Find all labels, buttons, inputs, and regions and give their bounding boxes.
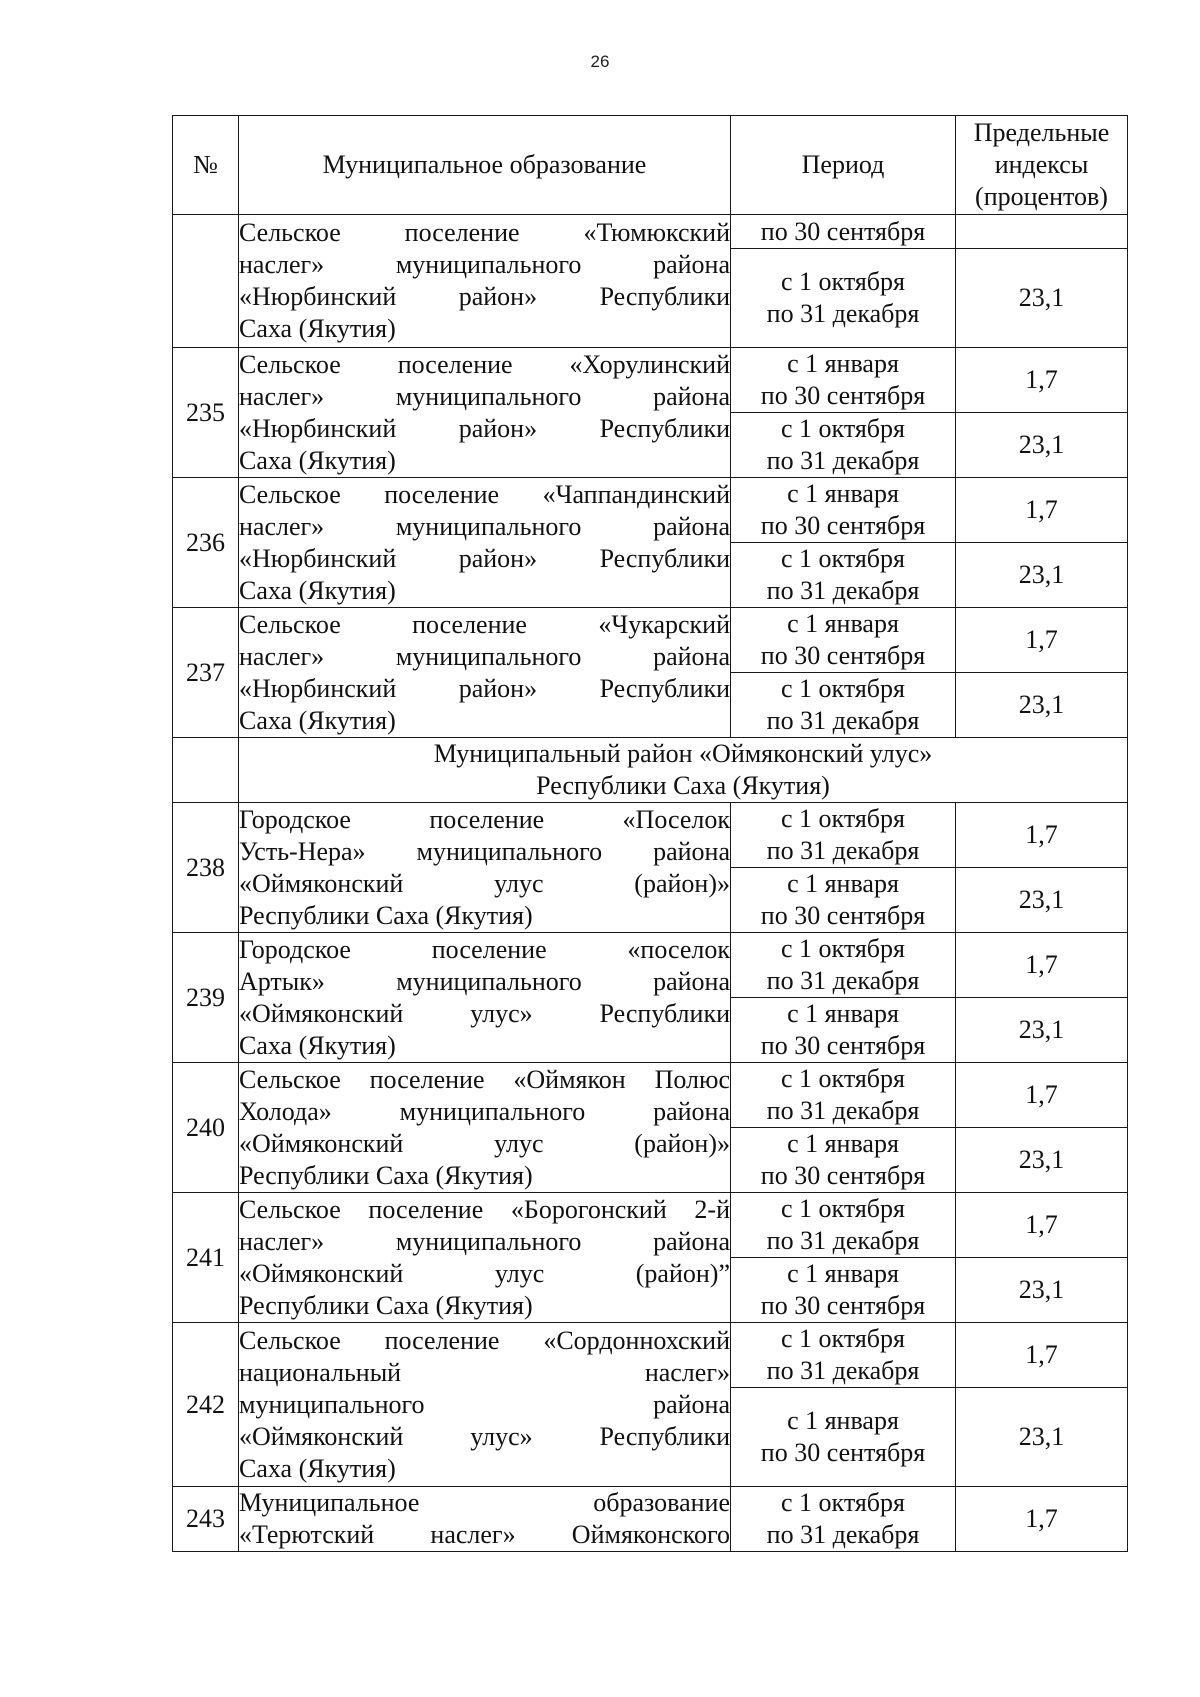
row-municipality	[239, 1063, 731, 1193]
period-to: по 31 декабря	[766, 836, 920, 865]
period-from: с 1 января	[787, 609, 899, 638]
table-row	[173, 1487, 1128, 1552]
period-to: по 30 сентября	[760, 381, 926, 410]
period-from: с 1 октября	[781, 414, 905, 443]
period-from: с 1 октября	[781, 544, 905, 573]
row-period	[731, 413, 956, 478]
row-period	[731, 803, 956, 868]
mun-line: «Оймяконский улус (район)»	[239, 868, 730, 898]
section-heading	[239, 738, 1128, 803]
table-row	[173, 348, 1128, 413]
row-period	[731, 1487, 956, 1552]
mun-line: Саха (Якутия)	[239, 445, 396, 475]
period-to: по 30 сентября	[760, 1438, 926, 1467]
row-index: 1,7	[956, 478, 1128, 543]
period-to: по 31 декабря	[766, 1356, 920, 1385]
row-index: 23,1	[956, 1128, 1128, 1193]
mun-line: Республики Саха (Якутия)	[239, 1290, 533, 1320]
mun-line: «Оймяконский улус» Республики	[239, 1421, 730, 1451]
mun-line: Сельское поселение «Сордоннохский	[239, 1325, 730, 1355]
mun-line: Сельское поселение «Чаппандинский	[239, 479, 730, 509]
mun-line: Саха (Якутия)	[239, 314, 396, 343]
row-index: 1,7	[956, 1323, 1128, 1388]
section-line2: Республики Саха (Якутия)	[536, 771, 830, 800]
row-period	[731, 608, 956, 673]
row-index: 1,7	[956, 1063, 1128, 1128]
row-period	[731, 673, 956, 738]
mun-line: «Нюрбинский район» Республики	[239, 282, 730, 311]
row-num: 235	[173, 348, 239, 478]
row-period	[731, 868, 956, 933]
row-municipality	[239, 215, 731, 348]
period-to: по 30 сентября	[760, 901, 926, 930]
mun-line: муниципального района	[239, 1389, 730, 1419]
row-index: 1,7	[956, 348, 1128, 413]
mun-line: Городское поселение «поселок	[239, 934, 730, 964]
period-from: с 1 октября	[781, 674, 905, 703]
header-period: Период	[731, 116, 956, 215]
header-index-line3: (процентов)	[975, 182, 1108, 211]
period-to: по 31 декабря	[766, 706, 920, 735]
period-to: по 30 сентября	[760, 1161, 926, 1190]
header-index-line1: Предельные	[973, 118, 1110, 147]
row-index: 23,1	[956, 1388, 1128, 1487]
row-municipality	[239, 803, 731, 933]
row-municipality	[239, 478, 731, 608]
row-period	[731, 1258, 956, 1323]
mun-line: Сельское поселение «Чукарский	[239, 609, 730, 639]
period-to: по 30 сентября	[760, 1291, 926, 1320]
row-num: 238	[173, 803, 239, 933]
row-index: 23,1	[956, 1258, 1128, 1323]
period-from: с 1 января	[787, 999, 899, 1028]
row-num	[173, 215, 239, 348]
mun-line: Саха (Якутия)	[239, 705, 396, 735]
period-from: с 1 января	[787, 1406, 899, 1435]
row-index: 23,1	[956, 673, 1128, 738]
period-to: по 31 декабря	[766, 446, 920, 475]
mun-line: Городское поселение «Поселок	[239, 804, 730, 834]
mun-line: «Оймяконский улус» Республики	[239, 998, 730, 1028]
row-period	[731, 998, 956, 1063]
row-num: 237	[173, 608, 239, 738]
mun-line: «Нюрбинский район» Республики	[239, 673, 730, 703]
row-index: 1,7	[956, 1487, 1128, 1552]
row-num: 240	[173, 1063, 239, 1193]
row-index: 23,1	[956, 998, 1128, 1063]
mun-line: Республики Саха (Якутия)	[239, 1160, 533, 1190]
row-period	[731, 348, 956, 413]
row-municipality	[239, 1487, 731, 1552]
mun-line: Сельское поселение «Тюмюкский	[239, 218, 730, 247]
mun-line: наслег» муниципального района	[239, 511, 730, 541]
row-period: по 30 сентября	[731, 215, 956, 249]
period-from: с 1 октября	[781, 804, 905, 833]
period-from: с 1 октября	[781, 1488, 905, 1517]
period-from: с 1 января	[787, 349, 899, 378]
mun-line: Муниципальное образование	[239, 1488, 730, 1517]
period-from: с 1 октября	[781, 1064, 905, 1093]
period-to: по 31 декабря	[766, 966, 920, 995]
period-from: с 1 октября	[781, 1324, 905, 1353]
row-num: 239	[173, 933, 239, 1063]
table-row	[173, 215, 1128, 249]
row-period	[731, 1063, 956, 1128]
table-row	[173, 608, 1128, 673]
header-index	[956, 116, 1128, 215]
row-num: 243	[173, 1487, 239, 1552]
period-to: по 30 сентября	[760, 511, 926, 540]
row-index: 1,7	[956, 1193, 1128, 1258]
table-row	[173, 478, 1128, 543]
period-from: с 1 января	[787, 869, 899, 898]
mun-line: «Терютский наслег» Оймяконского	[239, 1520, 730, 1549]
table-row	[173, 1193, 1128, 1258]
row-period	[731, 478, 956, 543]
row-num: 241	[173, 1193, 239, 1323]
period-from: с 1 января	[787, 1129, 899, 1158]
mun-line: Республики Саха (Якутия)	[239, 900, 533, 930]
mun-line: Саха (Якутия)	[239, 1453, 396, 1483]
mun-line: Усть-Нера» муниципального района	[239, 836, 730, 866]
header-municipality: Муниципальное образование	[239, 116, 731, 215]
row-num: 236	[173, 478, 239, 608]
header-index-line2: индексы	[994, 150, 1089, 179]
period-to: по 31 декабря	[766, 576, 920, 605]
row-period	[731, 249, 956, 348]
mun-line: наслег» муниципального района	[239, 381, 730, 411]
row-period	[731, 933, 956, 998]
table-row	[173, 803, 1128, 868]
mun-line: наслег» муниципального района	[239, 250, 730, 279]
mun-line: «Оймяконский улус (район)”	[239, 1258, 730, 1288]
mun-line: Сельское поселение «Оймякон Полюс	[239, 1064, 730, 1094]
mun-line: «Оймяконский улус (район)»	[239, 1128, 730, 1158]
row-municipality	[239, 608, 731, 738]
row-index: 23,1	[956, 413, 1128, 478]
row-municipality	[239, 348, 731, 478]
row-num: 242	[173, 1323, 239, 1487]
mun-line: Сельское поселение «Хорулинский	[239, 349, 730, 379]
mun-line: Саха (Якутия)	[239, 575, 396, 605]
row-num	[173, 738, 239, 803]
table-row	[173, 933, 1128, 998]
mun-line: наслег» муниципального района	[239, 1226, 730, 1256]
mun-line: наслег» муниципального района	[239, 641, 730, 671]
header-num: №	[173, 116, 239, 215]
row-index: 23,1	[956, 249, 1128, 348]
period-from: с 1 января	[787, 479, 899, 508]
row-period	[731, 1128, 956, 1193]
row-index: 23,1	[956, 543, 1128, 608]
row-period	[731, 1388, 956, 1487]
mun-line: Саха (Якутия)	[239, 1030, 396, 1060]
row-index	[956, 215, 1128, 249]
period-from: с 1 октября	[781, 1194, 905, 1223]
row-index: 1,7	[956, 608, 1128, 673]
mun-line: Сельское поселение «Борогонский 2-й	[239, 1194, 730, 1224]
row-municipality	[239, 933, 731, 1063]
row-period	[731, 543, 956, 608]
row-index: 1,7	[956, 803, 1128, 868]
row-period	[731, 1193, 956, 1258]
mun-line: национальный наслег»	[239, 1357, 730, 1387]
price-index-table	[172, 115, 1128, 1552]
period-to: по 31 декабря	[766, 1096, 920, 1125]
table-row	[173, 1323, 1128, 1388]
mun-line: Холода» муниципального района	[239, 1096, 730, 1126]
section-row	[173, 738, 1128, 803]
period-to: по 31 декабря	[766, 1520, 920, 1549]
period-from: с 1 января	[787, 1259, 899, 1288]
row-index: 1,7	[956, 933, 1128, 998]
table-header-row	[173, 116, 1128, 215]
period-from: с 1 октября	[781, 934, 905, 963]
row-municipality	[239, 1193, 731, 1323]
period-to: по 31 декабря	[766, 299, 920, 328]
section-line1: Муниципальный район «Оймяконский улус»	[433, 739, 933, 768]
row-municipality	[239, 1323, 731, 1487]
period-to: по 31 декабря	[766, 1226, 920, 1255]
row-period	[731, 1323, 956, 1388]
page-number: 26	[590, 52, 610, 71]
mun-line: «Нюрбинский район» Республики	[239, 543, 730, 573]
mun-line: Артык» муниципального района	[239, 966, 730, 996]
period-to: по 30 сентября	[760, 641, 926, 670]
mun-line: «Нюрбинский район» Республики	[239, 413, 730, 443]
period-to: по 30 сентября	[760, 1031, 926, 1060]
table-row	[173, 1063, 1128, 1128]
row-index: 23,1	[956, 868, 1128, 933]
period-from: с 1 октября	[781, 267, 905, 296]
